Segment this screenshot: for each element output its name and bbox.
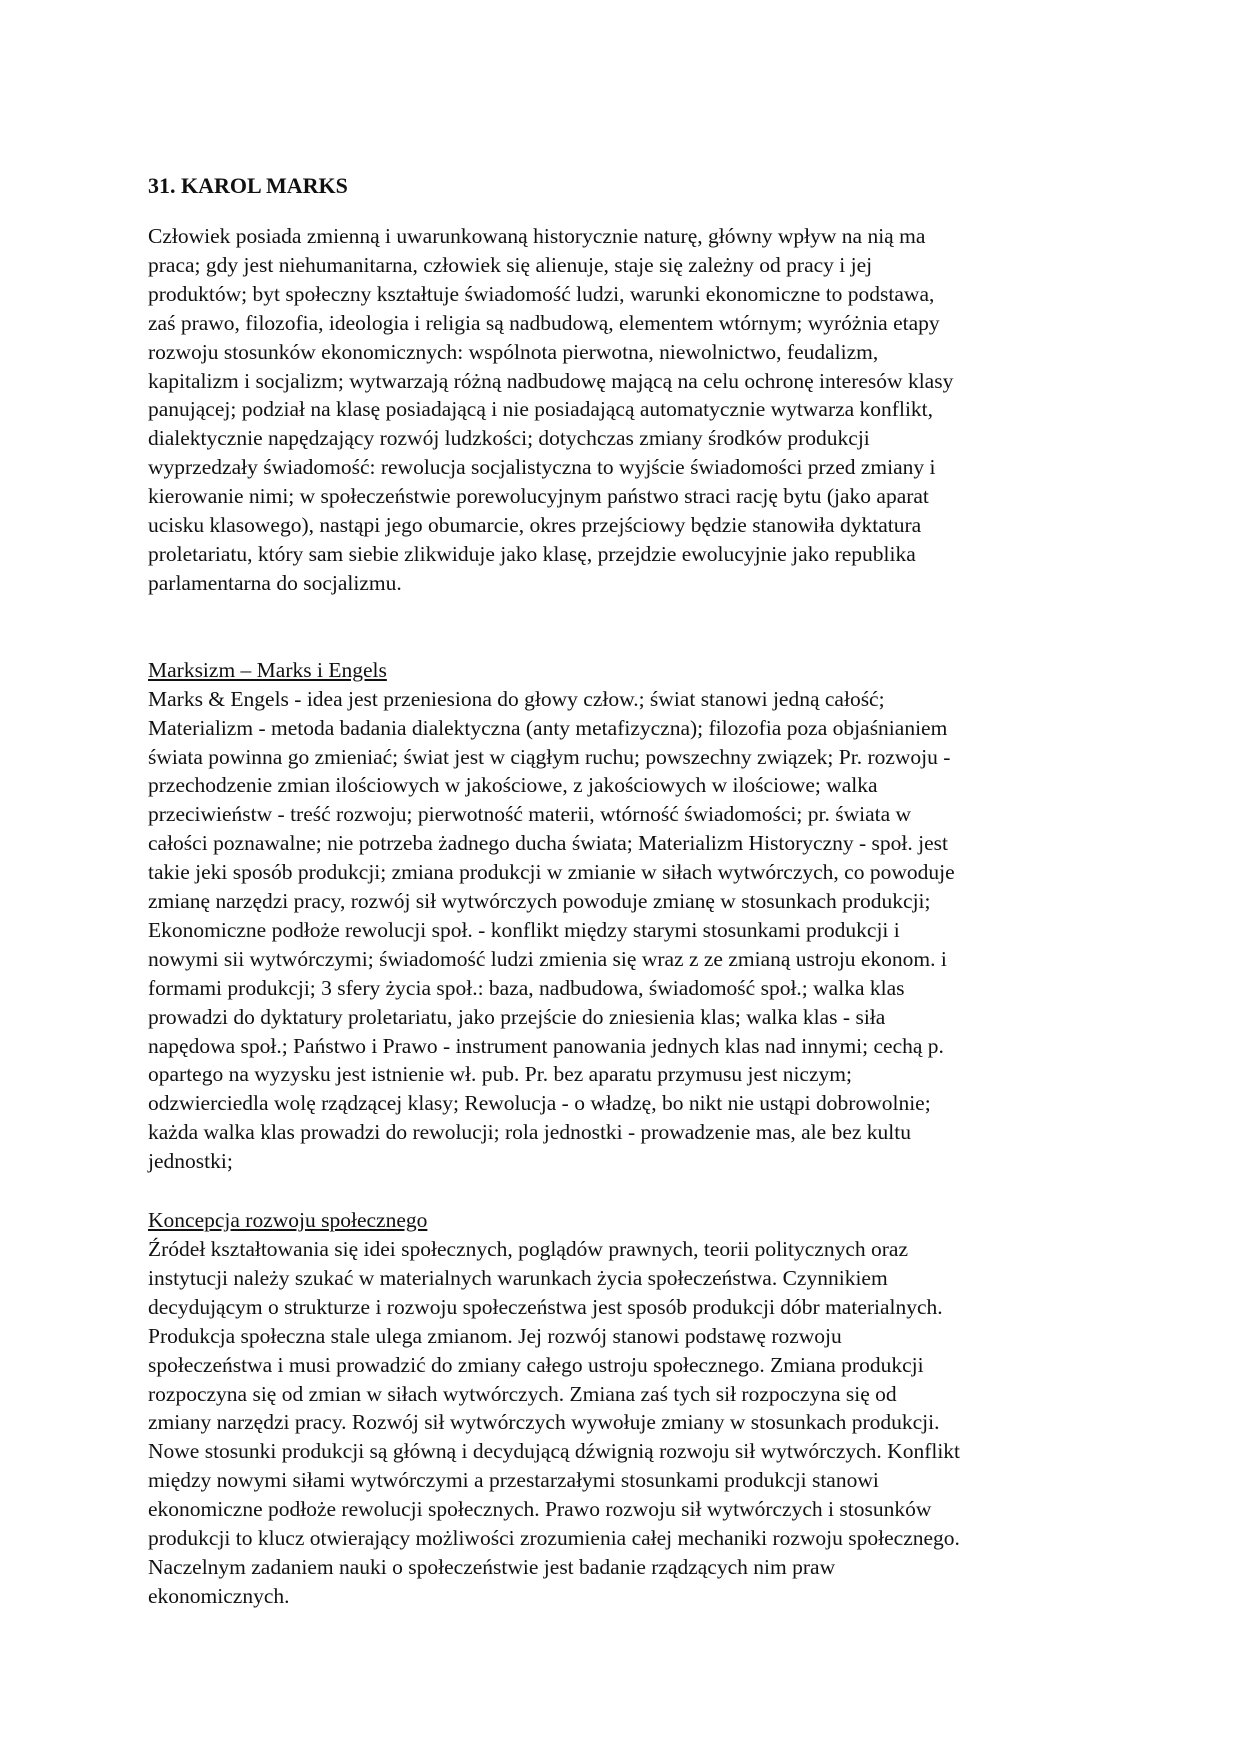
paragraph-line: prowadzi do dyktatury proletariatu, jako przejście do zniesienia klas; walka klas - siła [148,1004,886,1029]
paragraph-line: Materializm - metoda badania dialektyczna (anty metafizyczna); filozofia poza objaśnianiem [148,715,948,740]
paragraph-line: panującej; podział na klasę posiadającą i nie posiadającą automatycznie wytwarza konflikt, [148,397,934,422]
document-page [148,172,1108,1611]
paragraph-line: Nowe stosunki produkcji są główną i decydującą dźwignią rozwoju sił wytwórczych. Konflikt [148,1439,961,1464]
spacer [148,598,1108,656]
paragraph-line: odzwierciedla wolę rządzącej klasy; Rewolucja - o władzę, bo nikt nie ustąpi dobrowolnie; [148,1091,931,1116]
paragraph-line: decydującym o strukturze i rozwoju społeczeństwa jest sposób produkcji dóbr materialnych. [148,1294,943,1319]
paragraph-line: formami produkcji; 3 sfery życia społ.: baza, nadbudowa, świadomość społ.; walka klas [148,975,905,1000]
paragraph-line: produkcji to klucz otwierający możliwości zrozumienia całej mechaniki rozwoju społecznego. [148,1526,960,1551]
paragraph-line: Marks & Engels - idea jest przeniesiona do głowy człow.; świat stanowi jedną całość; [148,686,885,711]
paragraph-line: rozpoczyna się od zmian w siłach wytwórczych. Zmiana zaś tych sił rozpoczyna się od [148,1381,897,1406]
paragraph-line: kierowanie nimi; w społeczeństwie porewolucyjnym państwo straci rację bytu (jako aparat [148,484,929,509]
paragraph-line: instytucji należy szukać w materialnych warunkach życia społeczeństwa. Czynnikiem [148,1265,888,1290]
section-heading: Marksizm – Marks i Engels [148,657,387,682]
paragraph-line: produktów; byt społeczny kształtuje świadomość ludzi, warunki ekonomiczne to podstawa, [148,281,935,306]
paragraph-line: między nowymi siłami wytwórczymi a przestarzałymi stosunkami produkcji stanowi [148,1468,879,1493]
paragraph-line: proletariatu, który sam siebie zlikwiduje jako klasę, przejdzie ewolucyjnie jako republika [148,541,916,566]
paragraph-line: rozwoju stosunków ekonomicznych: wspólnota pierwotna, niewolnictwo, feudalizm, [148,339,879,364]
spacer [148,1176,1108,1206]
paragraph-line: Człowiek posiada zmienną i uwarunkowaną historycznie naturę, główny wpływ na nią ma [148,224,926,248]
paragraph-line: dialektycznie napędzający rozwój ludzkości; dotychczas zmiany środków produkcji [148,426,870,451]
paragraph-line: Ekonomiczne podłoże rewolucji społ. - konflikt między starymi stosunkami produkcji i [148,917,900,942]
paragraph-line: Naczelnym zadaniem nauki o społeczeństwie jest badanie rządzących nim praw [148,1554,836,1579]
paragraph-line: zmiany narzędzi pracy. Rozwój sił wytwórczych wywołuje zmiany w stosunkach produkcji. [148,1410,940,1435]
paragraph-line: Produkcja społeczna stale ulega zmianom. Jej rozwój stanowi podstawę rozwoju [148,1323,842,1348]
paragraph-line: zaś prawo, filozofia, ideologia i religia są nadbudową, elementem wtórnym; wyróżnia etapy [148,310,940,335]
paragraph-line: praca; gdy jest niehumanitarna, człowiek się alienuje, staje się zależny od pracy i jej [148,252,873,277]
paragraph-line: nowymi sii wytwórczymi; świadomość ludzi zmienia się wraz z ze zmianą ustroju ekonom. i [148,946,947,971]
section-paragraph [148,685,1108,1176]
paragraph-line: napędowa społ.; Państwo i Prawo - instrument panowania jednych klas nad innymi; cechą p. [148,1033,944,1058]
paragraph-line: społeczeństwa i musi prowadzić do zmiany całego ustroju społecznego. Zmiana produkcji [148,1352,924,1377]
section-heading: Koncepcja rozwoju społecznego [148,1208,428,1233]
paragraph-line: zmianę narzędzi pracy, rozwój sił wytwórczych powoduje zmianę w stosunkach produkcji; [148,889,931,914]
paragraph-line: jednostki; [148,1149,233,1174]
paragraph-line: kapitalizm i socjalizm; wytwarzają różną nadbudowę mającą na celu ochronę interesów klasy [148,368,954,393]
paragraph-line: całości poznawalne; nie potrzeba żadnego ducha świata; Materializm Historyczny - społ. jest [148,831,948,856]
section-paragraph [148,1235,1108,1611]
paragraph-line: przechodzenie zmian ilościowych w jakościowe, z jakościowych w ilościowe; walka [148,773,878,798]
paragraph-line: ekonomicznych. [148,1583,290,1608]
paragraph-line: opartego na wyzysku jest istnienie wł. pub. Pr. bez aparatu przymusu jest niczym; [148,1062,852,1087]
paragraph-line: wyprzedzały świadomość: rewolucja socjalistyczna to wyjście świadomości przed zmiany i [148,455,936,480]
section-marksizm [148,656,1108,1176]
paragraph-line: świata powinna go zmieniać; świat jest w ciągłym ruchu; powszechny związek; Pr. rozwoju - [148,744,951,769]
paragraph-line: przeciwieństw - treść rozwoju; pierwotność materii, wtórność świadomości; pr. świata w [148,802,912,827]
paragraph-line: każda walka klas prowadzi do rewolucji; rola jednostki - prowadzenie mas, ale bez kultu [148,1120,911,1145]
paragraph-line: ucisku klasowego), nastąpi jego obumarcie, okres przejściowy będzie stanowiła dyktatura [148,513,922,538]
paragraph-line: takie jeki sposób produkcji; zmiana produkcji w zmianie w siłach wytwórczych, co powoduje [148,860,955,885]
section-koncepcja [148,1206,1108,1611]
paragraph-line: Źródeł kształtowania się idei społecznych, poglądów prawnych, teorii politycznych oraz [148,1237,909,1261]
intro-paragraph [148,222,1108,598]
paragraph-line: ekonomiczne podłoże rewolucji społecznych. Prawo rozwoju sił wytwórczych i stosunków [148,1497,932,1522]
paragraph-line: parlamentarna do socjalizmu. [148,570,402,595]
document-title: 31. KAROL MARKS [148,173,348,198]
